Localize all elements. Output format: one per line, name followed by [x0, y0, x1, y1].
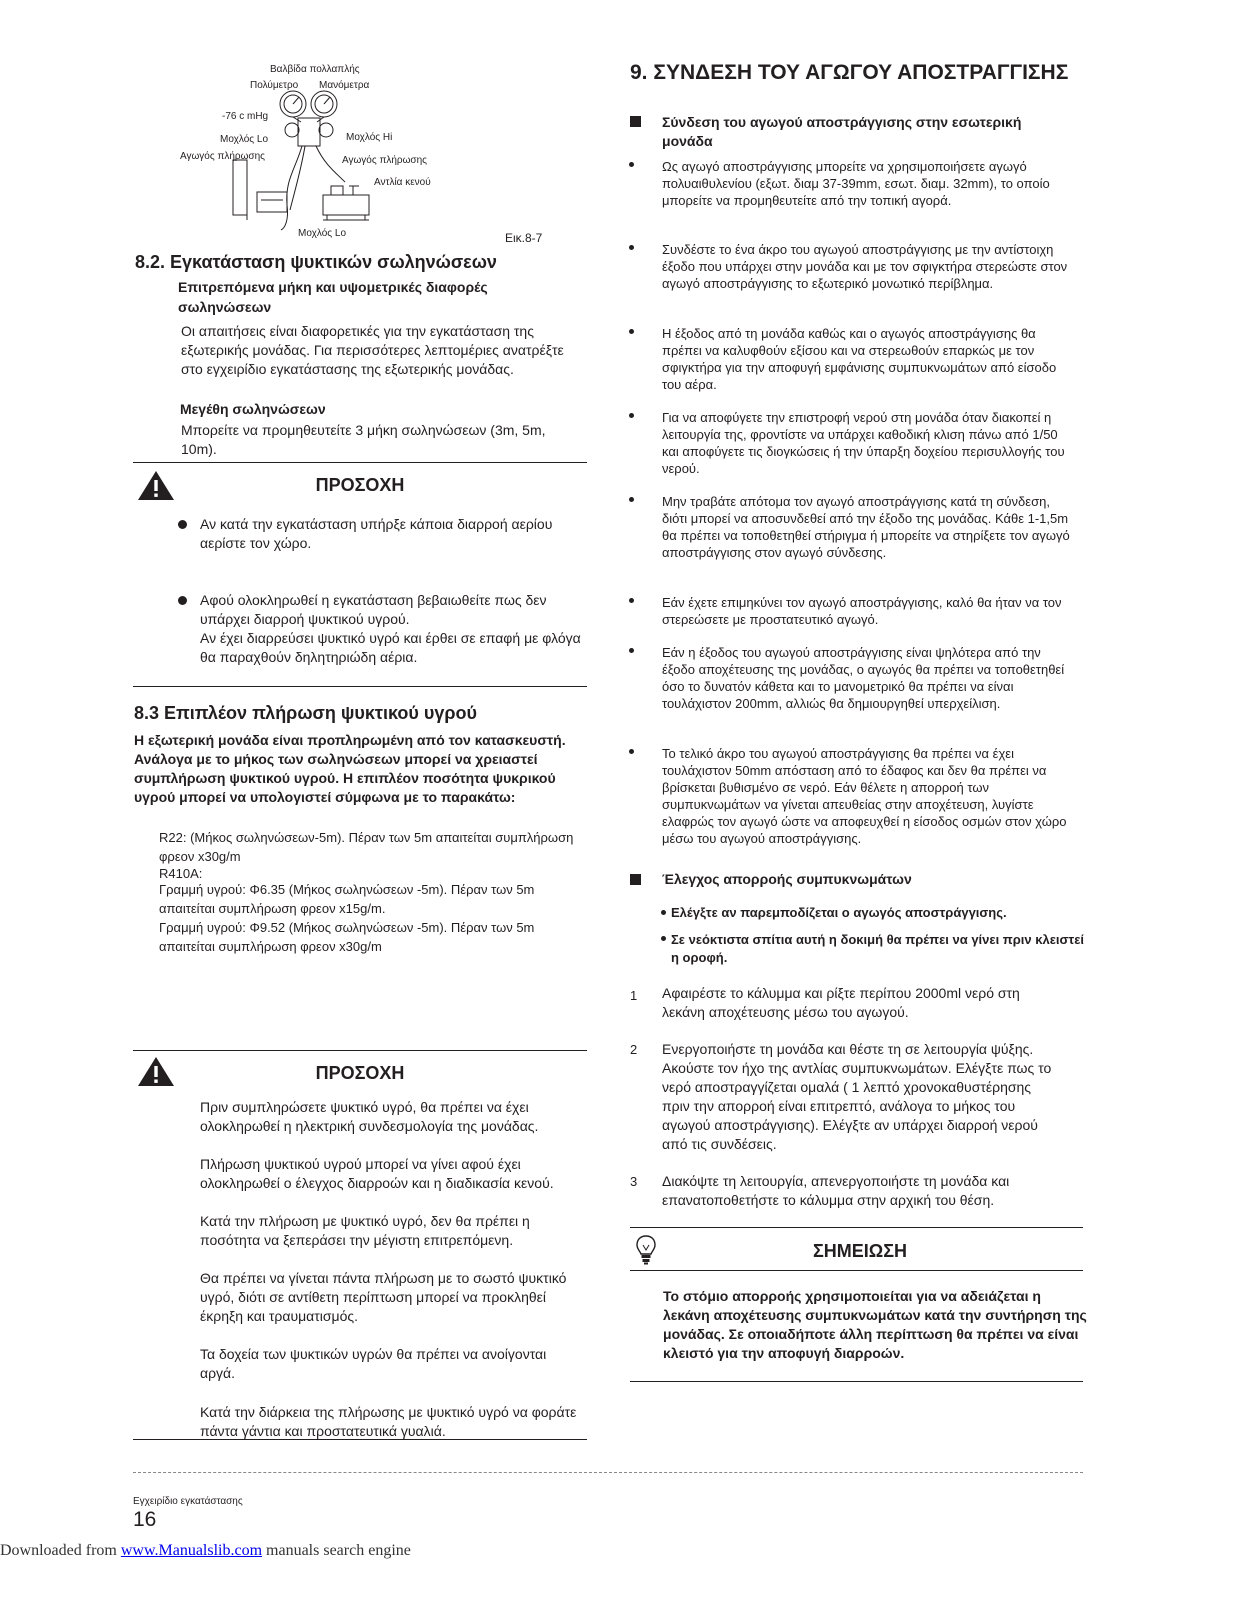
section-8-3-title: 8.3 Επιπλέον πλήρωση ψυκτικού υγρού: [134, 703, 477, 723]
caution1-bottom-rule: [133, 686, 587, 687]
section-8-3-intro: Η εξωτερική μονάδα είναι προπληρωμένη από τον κατασκευστή. Ανάλογα με το μήκος των σωληνώσεων μπορεί να χρειαστεί συμπλήρωση ψυκτικού υγρού. Η επιπλέον ποσότητα ψυκρικού υγρού μπορεί να υπολογιστεί σύμφωνα με το παρακάτω:: [134, 732, 566, 805]
label-manifold-valve: Βαλβίδα πολλαπλής: [270, 64, 360, 75]
label-gauges: Μανόμετρα: [319, 80, 370, 91]
drain-check-heading: Έλεγχος απορροής συμπυκνωμάτων: [662, 871, 912, 887]
label-multimeter: Πολύμετρο: [250, 80, 299, 91]
lightbulb-icon: [636, 1235, 656, 1265]
label-vacuum-reading: -76 c mHg: [222, 111, 269, 122]
caution2-title: ΠΡΟΣΟΧΗ: [315, 1063, 405, 1083]
download-notice: [0, 1542, 411, 1560]
caution1-bullet-1: [178, 520, 187, 529]
caution1-title: ΠΡΟΣΟΧΗ: [315, 475, 405, 495]
note-text: Το στόμιο απορροής χρησιμοποιείται για να αδειάζεται η λεκάνη αποχέτευσης συμπυκνωμάτων κατά την συντήρηση της μονάδας. Σε οποιαδήποτε άλλη περίπτωση θα πρέπει να είναι κλειστό για την αποφυγή διαρροών.: [663, 1288, 1087, 1361]
footer-doc-title: Εγχειρίδιο εγκατάστασης: [133, 1496, 243, 1507]
drain-bullet-6: Εάν έχετε επιμηκύνει τον αγωγό αποστράγγισης, καλό θα ήταν να τον στερεώσετε με προστατευτικό αγωγό.: [662, 595, 1062, 627]
drain-connection-heading: Σύνδεση του αγωγού αποστράγγισης στην εσωτερική μονάδα: [662, 114, 1022, 149]
r22-text: R22: (Μήκος σωληνώσεων-5m). Πέραν των 5m απαιτείται συμπλήρωση φρεον x30g/m: [159, 830, 574, 864]
note-top-rule: [630, 1227, 1083, 1228]
step-2-text: Ενεργοποιήστε τη μονάδα και θέστε τη σε λειτουργία ψύξης. Ακούστε τον ήχο της αντλίας συμπυκνωμάτων. Ελέγξτε πως το νερό αποστραγγίζεται ομαλά ( 1 λεπτό χρονοκαθυστέρησης πριν την απορροή είναι επιτρεπτό, ανάλογα το μήκος του αγωγού αποστράγγισης). Ελέγξτε αν υπάρχει διαρροή νερού από τις συνδέσεις.: [662, 1041, 1052, 1152]
note-title: ΣΗΜΕΙΩΣΗ: [812, 1241, 908, 1261]
bullet-dot: [629, 598, 634, 603]
drain-check-1: Ελέγξτε αν παρεμποδίζεται ο αγωγός αποστράγγισης.: [671, 905, 1007, 920]
square-bullet: [630, 116, 641, 127]
manualslib-link[interactable]: www.Manualslib.com: [120, 1542, 263, 1559]
bullet-dot: [629, 329, 634, 334]
caution2-para-3: Κατά την πλήρωση με ψυκτικό υγρό, δεν θα πρέπει η ποσότητα να ξεπεράσει την μέγιστη επιτρεπόμενη.: [200, 1213, 530, 1248]
note-title-rule: [630, 1270, 1083, 1271]
drain-bullet-4: Για να αποφύγετε την επιστροφή νερού στη μονάδα όταν διακοπεί η λειτουργία της, φροντίστε να υπάρχει καθοδική κλιση πάνω από 1/50 και αποφύγετε τις διογκώσεις ή την ύπαρξη δοχείου περισυλλογής του νερού.: [662, 410, 1065, 476]
drain-bullet-7: Εάν η έξοδος του αγωγού αποστράγγισης είναι ψηλότερα από την έξοδο αποχέτευσης της μονάδας, ο αγωγός θα πρέπει να τοποθετηθεί όσο το δυνατόν κάθετα και το μανομετρικό θα πρέπει να είναι τουλάχιστον 200mm, αλλιώς θα δημιουργηθεί υπερχείλιση.: [662, 645, 1065, 711]
caution2-para-5: Τα δοχεία των ψυκτικών υγρών θα πρέπει να ανοίγονται αργά.: [200, 1346, 547, 1381]
caution2-top-rule: [133, 1050, 587, 1051]
caution2-para-6: Κατά την διάρκεια της πλήρωσης με ψυκτικό υγρό να φοράτε πάντα γάντια και προστατευτικά γυαλιά.: [200, 1404, 577, 1439]
bullet-dot: [629, 648, 634, 653]
bullet-dot: [629, 497, 634, 502]
drain-bullet-8: Το τελικό άκρο του αγωγού αποστράγγισης θα πρέπει να έχει τουλάχιστον 50mm απόσταση από το έδαφος και δεν θα πρέπει να βρίσκεται βυθισμένο σε νερό. Εάν θέλετε η απορροή των συμπυκνωμάτων να γίνεται απευθείας στην αποχέτευση, λυγίστε ελαφρώς τον αγωγό ώστε να αποφευχθεί η είσοδος οσμών στον χώρο μέσω του αγωγού αποστράγγισης.: [662, 746, 1067, 846]
step-number: 1: [630, 988, 638, 1003]
bullet-dot: [629, 413, 634, 418]
label-lever-lo: Μοχλός Lo: [220, 134, 269, 145]
step-1-text: Αφαιρέστε το κάλυμμα και ρίξτε περίπου 2000ml νερό στη λεκάνη αποχέτευσης μέσω του αγωγού.: [662, 985, 1020, 1020]
footer-divider: [133, 1472, 1083, 1473]
pipe-sizes-heading: Μεγέθη σωληνώσεων: [180, 401, 326, 417]
r410a-label: R410A:: [159, 866, 203, 881]
download-prefix: Downloaded from: [0, 1542, 121, 1559]
label-charge-hose-left: Αγωγός πλήρωσης: [180, 151, 265, 162]
step-3-text: Διακόψτε τη λειτουργία, απενεργοποιήστε τη μονάδα και επανατοποθετήστε το κάλυμμα στην αρχική του θέση.: [662, 1173, 1010, 1208]
label-lever-hi: Μοχλός Hi: [346, 132, 393, 143]
caution1-item-2: Αφού ολοκληρωθεί η εγκατάσταση βεβαιωθείτε πως δεν υπάρχει διαρροή ψυκτικού υγρού.: [200, 592, 547, 627]
label-vacuum-pump: Αντλία κενού: [374, 177, 431, 188]
note-bottom-rule: [630, 1381, 1083, 1382]
step-number: 3: [630, 1174, 638, 1189]
drain-bullet-5: Μην τραβάτε απότομα τον αγωγό αποστράγγισης κατά τη σύνδεση, διότι μπορεί να αποσυνδεθεί από την έξοδο της μονάδας. Κάθε 1-1,5m θα πρέπει να τοποθετηθεί στήριγμα ή μπορείτε να στηρίξετε τον αγωγό αποστράγγισης στον αγωγό σύνδεσης.: [662, 494, 1070, 560]
bullet-dot: [629, 162, 634, 167]
drain-bullet-2: Συνδέστε το ένα άκρο του αγωγού αποστράγγισης με την αντίστοιχη έξοδο που υπάρχει στην μονάδα και με τον σφιγκτήρα στερεώστε στον αγωγό αποστράγγισης το εξωτερικό μονωτικό περίβλημα.: [662, 242, 1068, 291]
section-8-2-subtitle: Επιτρεπόμενα μήκη και υψομετρικές διαφορές σωληνώσεων: [178, 279, 488, 315]
bullet-dot: [661, 936, 666, 941]
caution2-para-2: Πλήρωση ψυκτικού υγρού μπορεί να γίνει αφού έχει ολοκληρωθεί ο έλεγχος διαρροών και η διαδικασία κενού.: [200, 1156, 554, 1191]
caution2-para-1: Πριν συμπληρώσετε ψυκτικό υγρό, θα πρέπει να έχει ολοκληρωθεί η ηλεκτρική συνδεσμολογία της μονάδας.: [200, 1099, 539, 1134]
square-bullet: [630, 874, 641, 885]
caution1-item-3: Αν έχει διαρρεύσει ψυκτικό υγρό και έρθει σε επαφή με φλόγα θα παραχθούν δηλητηριώδη αέρια.: [200, 630, 581, 665]
section-8-2-title: 8.2. Εγκατάσταση ψυκτικών σωληνώσεων: [135, 252, 497, 272]
drain-check-2: Σε νεόκτιστα σπίτια αυτή η δοκιμή θα πρέπει να γίνει πριν κλειστεί η οροφή.: [671, 932, 1084, 965]
section-8-2-text: Οι απαιτήσεις είναι διαφορετικές για την εγκατάσταση της εξωτερικής μονάδας. Για περισσότερες λεπτομέριες ανατρέξτε στο εγχειρίδιο εγκατάστασης της εξωτερικής μονάδας.: [181, 323, 564, 377]
bullet-dot: [661, 910, 666, 915]
bullet-dot: [629, 749, 634, 754]
caution2-bottom-rule: [133, 1439, 587, 1440]
warning-icon: [137, 1056, 175, 1087]
figure-caption: Εικ.8-7: [505, 231, 543, 245]
page-number: 16: [133, 1508, 157, 1531]
caution2-para-4: Θα πρέπει να γίνεται πάντα πλήρωση με το σωστό ψυκτικό υγρό, διότι σε αντίθετη περίπτωση μπορεί να προκληθεί έκρηξη και τραυματισμός.: [200, 1270, 567, 1324]
label-charge-hose-right: Αγωγός πλήρωσης: [342, 155, 427, 166]
pipe-sizes-text: Μπορείτε να προμηθευτείτε 3 μήκη σωληνώσεων (3m, 5m, 10m).: [181, 422, 546, 457]
label-lever-lo-bottom: Μοχλός Lo: [298, 228, 347, 239]
drain-bullet-3: Η έξοδος από τη μονάδα καθώς και ο αγωγός αποστράγγισης θα πρέπει να καλυφθούν εξίσου και να στερεωθούν επαρκώς με τον σφιγκτήρα για την αποφυγή εμφάνισης συμπυκνωμάτων από είσοδο του αέρα.: [662, 326, 1057, 392]
bullet-dot: [629, 245, 634, 250]
download-suffix: manuals search engine: [262, 1542, 411, 1559]
caution1-top-rule: [133, 462, 587, 463]
drain-bullet-1: Ως αγωγό αποστράγγισης μπορείτε να χρησιμοποιήσετε αγωγό πολυαιθυλενίου (εξωτ. διαμ 37-39mm, εσωτ. διαμ. 32mm), το οποίο μπορείτε να προμηθευτείτε από την τοπική αγορά.: [662, 159, 1050, 208]
section-9-title: 9. ΣΥΝΔΕΣΗ ΤΟΥ ΑΓΩΓΟΥ ΑΠΟΣΤΡΑΓΓΙΣΗΣ: [630, 61, 1069, 84]
caution1-item-1: Αν κατά την εγκατάσταση υπήρξε κάποια διαρροή αερίου αερίστε τον χώρο.: [200, 516, 553, 551]
caution1-bullet-2: [178, 596, 187, 605]
warning-icon: [137, 470, 175, 501]
liquid-line-9-52: Γραμμή υγρού: Φ9.52 (Μήκος σωληνώσεων -5m). Πέραν των 5m απαιτείται συμπλήρωση φρεον x30g/m: [159, 920, 535, 954]
liquid-line-6-35: Γραμμή υγρού: Φ6.35 (Μήκος σωληνώσεων -5m). Πέραν των 5m απαιτείται συμπλήρωση φρεον x15g/m.: [159, 882, 535, 916]
step-number: 2: [630, 1042, 638, 1057]
